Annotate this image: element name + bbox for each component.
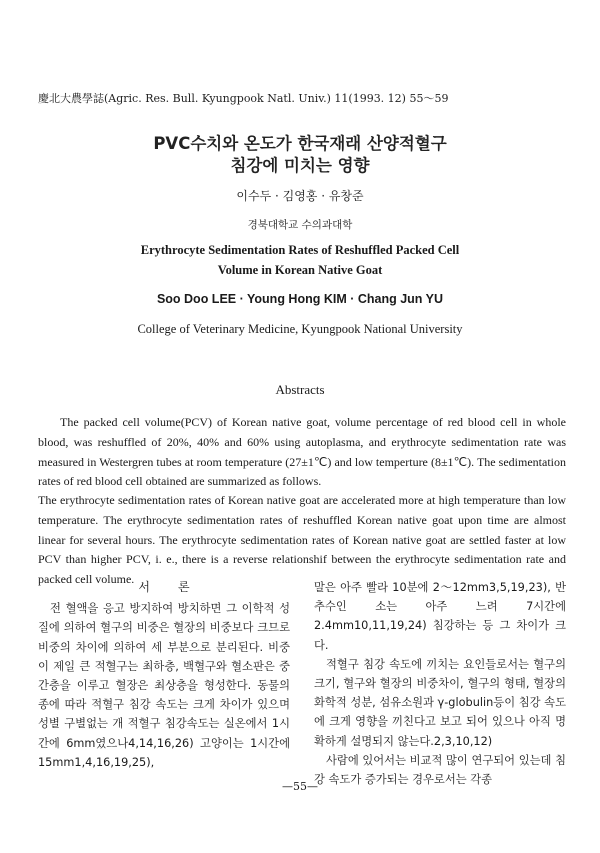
title-english-line2: Volume in Korean Native Goat xyxy=(217,263,383,277)
left-column xyxy=(38,578,290,772)
intro-paragraph-1: 전 혈액을 응고 방지하여 방치하면 그 이학적 성질에 의하여 혈구의 비중은 혈장의 비중보다 크므로 비중의 차이에 의하여 세 부분으로 분리된다. 비중이 제일 큰 적혈구는 최하층, 백혈구와 혈소판은 중간층을 이루고 혈장은 최상층을 형성한다. 동물의 종에 따라 적혈구 침강 속도는 크게 차이가 있으며 성별 구별없는 개 적혈구 침강속도는 실온에서 1시간에 6mm였으나4,14,16,26) 고양이는 1시간에 15mm1,4,16,19,25), xyxy=(38,602,290,769)
intro-paragraph-continued: 말은 아주 빨라 10분에 2～12mm3,5,19,23), 반추수인 소는 아주 느려 7시간에 2.4mm10,11,19,24) 침강하는 등 그 차이가 크다. xyxy=(314,581,566,652)
page-number: —55— xyxy=(282,780,318,793)
title-english-line1: Erythrocyte Sedimentation Rates of Reshuffled Packed Cell xyxy=(140,243,460,257)
journal-citation: 慶北大農學誌(Agric. Res. Bull. Kyungpook Natl. Univ.) 11(1993. 12) 55～59 xyxy=(38,92,449,105)
abstract-paragraph-1: The packed cell volume(PCV) of Korean native goat, volume percentage of red blood cell in whole blood, was reshuffled of 20%, 40% and 60% using autoplasma, and erythrocyte sedimentation rate was measured in Westergren tubes at room temperature (27±1℃) and low temperture (8±1℃). The sedimentation rates of red blood cell obtained are summarized as follows. xyxy=(38,415,566,489)
intro-paragraph-2: 적혈구 침강 속도에 끼치는 요인들로서는 혈구의 크기, 혈구와 혈장의 비중차이, 혈구의 형태, 혈장의 화학적 성분, 섬유소원과 γ-globulin등이 침강 속도에 크게 영향을 끼친다고 보고 되어 있으나 아직 명확하게 설명되지 않는다.2,3,10,12) xyxy=(314,657,566,748)
affiliation-english: College of Veterinary Medicine, Kyungpook National University xyxy=(137,322,463,336)
right-column xyxy=(314,578,566,789)
affiliation-korean: 경북대학교 수의과대학 xyxy=(247,219,353,231)
abstract-heading: Abstracts xyxy=(275,382,325,397)
intro-paragraph-3: 사람에 있어서는 비교적 많이 연구되어 있는데 침강 속도가 증가되는 경우로서는 각종 xyxy=(314,753,566,787)
introduction-heading: 서론 xyxy=(138,580,218,594)
title-korean-line2: 침강에 미치는 영향 xyxy=(230,156,370,175)
authors-english: Soo Doo LEE · Young Hong KIM · Chang Jun YU xyxy=(156,292,444,306)
authors-korean: 이수두 · 김영홍 · 유창준 xyxy=(236,189,364,203)
title-korean-line1: PVC수치와 온도가 한국재래 산양적혈구 xyxy=(153,134,447,153)
abstract-paragraph-2: The erythrocyte sedimentation rates of Korean native goat are accelerated more at high temperature than low temperature. The erythrocyte sedimentation rates of reshuffled Korean native goat upon time are almost linear for several hours. The erythrocyte sedimentation rates of Korean native goat are settled faster at low PCV than higher PCV, i. e., there is a reverse relationshif between the erythrocyte sedimentation rate and packed cell volume. xyxy=(38,493,566,587)
